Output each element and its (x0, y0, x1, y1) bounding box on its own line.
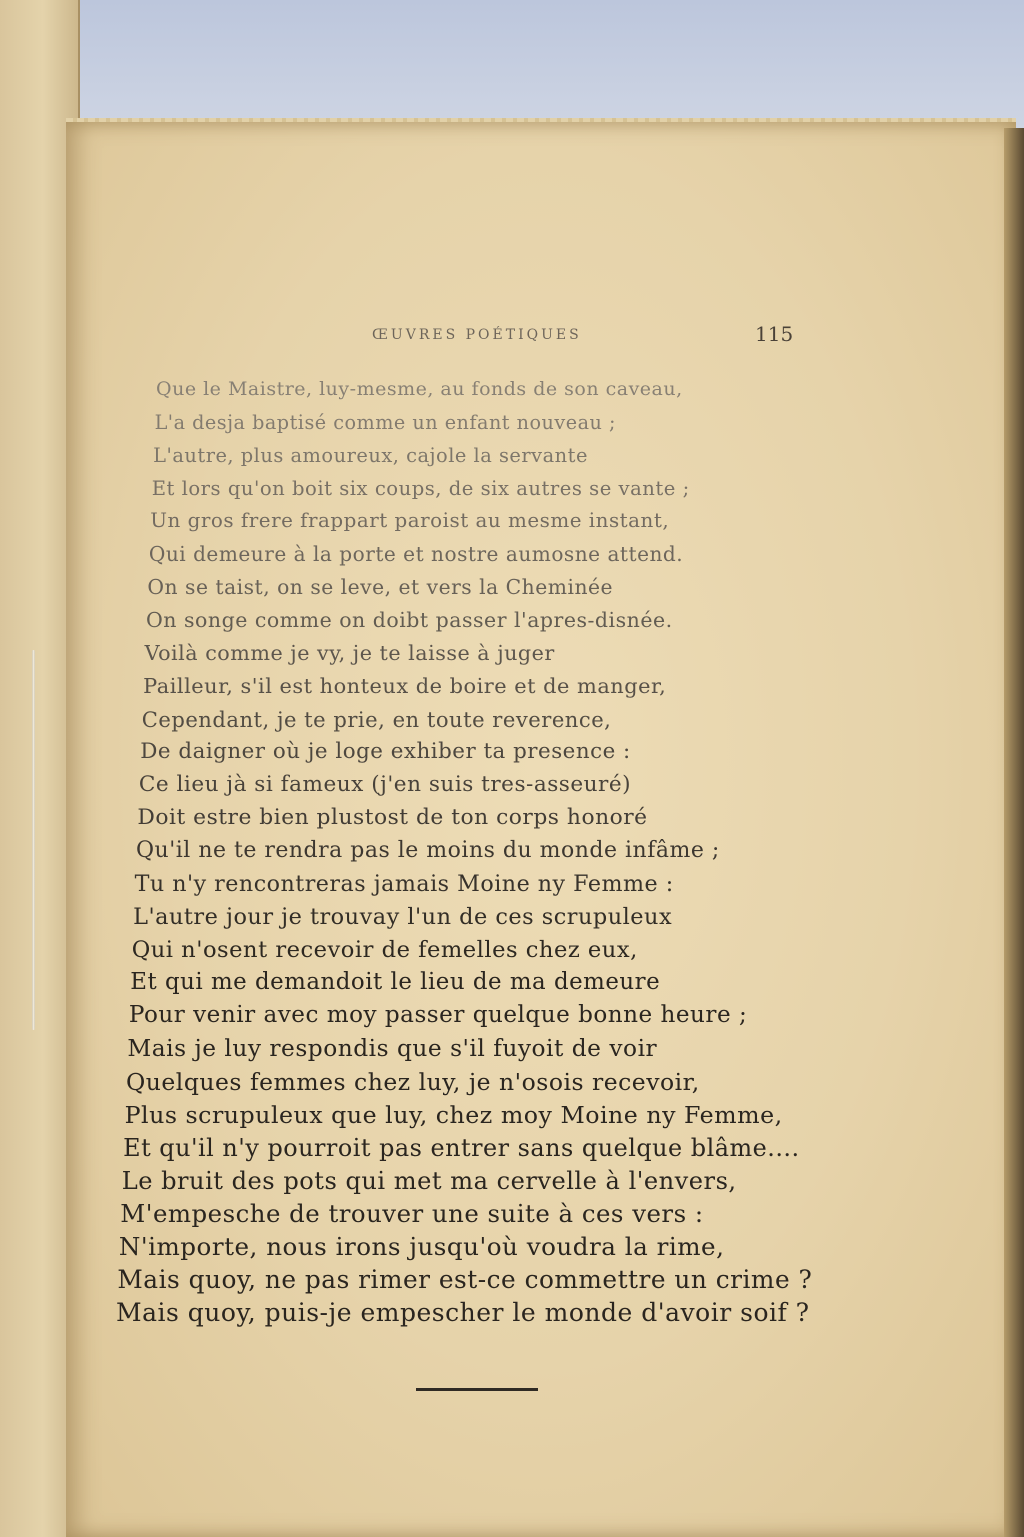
verse-line: Qui demeure à la porte et nostre aumosne attend. (148, 542, 684, 567)
verse-line: Qui n'osent recevoir de femelles chez eux, (131, 936, 638, 963)
verse-line: Doit estre bien plustost de ton corps honoré (137, 805, 648, 831)
verse-line: Mais quoy, ne pas rimer est-ce commettre un crime ? (117, 1265, 813, 1295)
verse-line: Et qu'il n'y pourroit pas entrer sans quelque blâme.... (123, 1133, 800, 1162)
verse-line: Mais quoy, puis-je empescher le monde d'avoir soif ? (116, 1298, 810, 1327)
verse-line: Et qui me demandoit le lieu de ma demeure (130, 969, 661, 996)
verse-line: On songe comme on doibt passer l'apres-disnée. (146, 608, 673, 632)
verse-line: Que le Maistre, luy-mesme, au fonds de son caveau, (156, 378, 683, 400)
verse-line: M'empesche de trouver une suite à ces vers : (120, 1199, 704, 1229)
running-head: ŒUVRES POÉTIQUES (372, 327, 582, 343)
verse-line: Tu n'y rencontreras jamais Moine ny Femme : (134, 870, 674, 897)
verse-line: Quelques femmes chez luy, je n'osois recevoir, (126, 1068, 700, 1096)
verse-line: On se taist, on se leve, et vers la Cheminée (147, 575, 614, 600)
verse-line: Plus scrupuleux que luy, chez moy Moine ny Femme, (124, 1100, 783, 1129)
verse-line: Voilà comme je vy, je te laisse à juger (144, 640, 555, 665)
verse-line: De daigner où je loge exhiber ta presence : (140, 739, 631, 765)
verse-line: L'a desja baptisé comme un enfant nouveau ; (154, 410, 616, 434)
verse-line: Pailleur, s'il est honteux de boire et de manger, (143, 673, 667, 698)
verse-line: Et lors qu'on boit six coups, de six autres se vante ; (151, 476, 690, 500)
bookmark-string (32, 650, 35, 1030)
verse-line: Ce lieu jà si fameux (j'en suis tres-asseuré) (138, 772, 632, 798)
verse-line: Le bruit des pots qui met ma cervelle à l'envers, (121, 1166, 737, 1195)
page-stack-edge (1004, 128, 1024, 1537)
verse-line: Qu'il ne te rendra pas le moins du monde infâme ; (136, 838, 720, 863)
verse-line: L'autre jour je trouvay l'un de ces scrupuleux (133, 903, 673, 930)
verse-line: Mais je luy respondis que s'il fuyoit de voir (127, 1035, 658, 1063)
verse-line: Pour venir avec moy passer quelque bonne heure ; (128, 1002, 748, 1029)
end-rule (416, 1388, 538, 1391)
page-number: 115 (755, 322, 794, 346)
verse-line: Un gros frere frappart paroist au mesme instant, (150, 509, 670, 533)
verse-line: L'autre, plus amoureux, cajole la servante (153, 443, 588, 467)
verse-line: Cependant, je te prie, en toute reverence, (141, 706, 612, 732)
verse-line: N'importe, nous irons jusqu'où voudra la rime, (118, 1232, 725, 1262)
